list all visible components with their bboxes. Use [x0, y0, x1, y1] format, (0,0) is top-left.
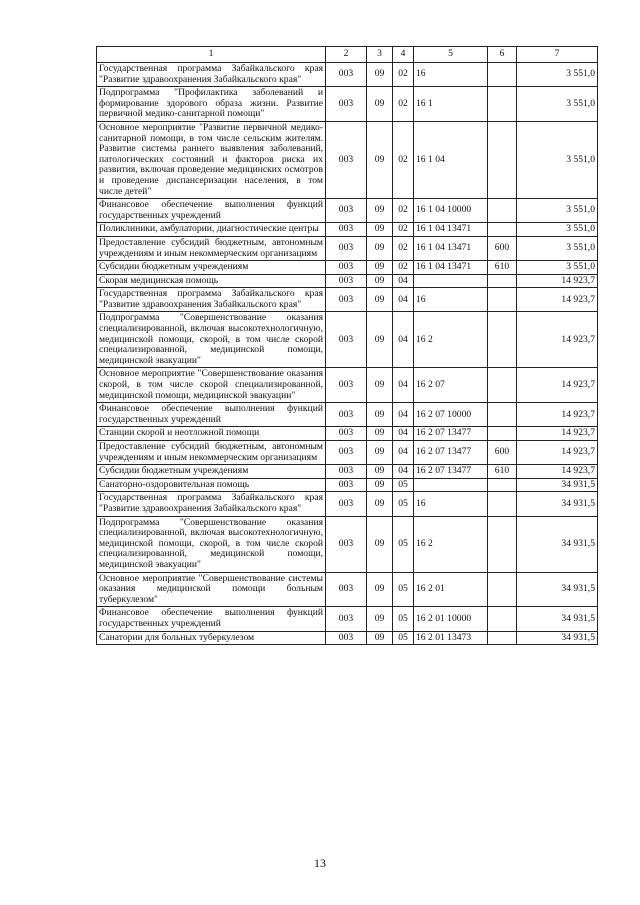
row-section-cell: 09	[367, 465, 393, 479]
row-section-cell: 09	[367, 572, 393, 607]
row-code-cell: 003	[326, 261, 367, 275]
table-row	[97, 368, 598, 403]
row-name-cell: Субсидии бюджетным учреждениям	[97, 261, 326, 275]
row-code-cell: 003	[326, 403, 367, 427]
row-subsection-cell: 02	[393, 223, 414, 237]
row-subsection-cell: 05	[393, 572, 414, 607]
row-expense-type-cell: 610	[488, 261, 517, 275]
row-article-cell: 16 2 07 13477	[414, 441, 488, 465]
row-article-cell: 16	[414, 288, 488, 312]
row-expense-type-cell	[488, 274, 517, 288]
row-name-cell: Санаторно-оздоровительная помощь	[97, 478, 326, 492]
header-col-4: 4	[393, 47, 414, 63]
row-expense-type-cell	[488, 288, 517, 312]
row-expense-type-cell	[488, 492, 517, 516]
row-subsection-cell: 04	[393, 368, 414, 403]
row-name-cell: Государственная программа Забайкальского края "Развитие здравоохранения Забайкальского края"	[97, 63, 326, 87]
row-name-cell: Финансовое обеспечение выполнения функций государственных учреждений	[97, 199, 326, 223]
row-name-cell: Основное мероприятие "Развитие первичной медико-санитарной помощи, в том числе сельским жителям. Развитие системы раннего выявления заболеваний, патологических состояний и факторов риска их развития, включая проведение медицинских осмотров и проведение диспансеризации населения, в том числе детей"	[97, 121, 326, 198]
row-article-cell: 16	[414, 492, 488, 516]
row-sum-cell: 3 551,0	[517, 87, 598, 122]
row-article-cell: 16 1	[414, 87, 488, 122]
row-code-cell: 003	[326, 465, 367, 479]
table-row	[97, 312, 598, 368]
row-sum-cell: 34 931,5	[517, 478, 598, 492]
row-name-cell: Предоставление субсидий бюджетным, автономным учреждениям и иным некоммерческим организациям	[97, 236, 326, 260]
row-expense-type-cell: 610	[488, 465, 517, 479]
row-section-cell: 09	[367, 261, 393, 275]
row-code-cell: 003	[326, 274, 367, 288]
row-sum-cell: 3 551,0	[517, 199, 598, 223]
row-expense-type-cell	[488, 403, 517, 427]
row-article-cell	[414, 478, 488, 492]
row-sum-cell: 14 923,7	[517, 368, 598, 403]
row-section-cell: 09	[367, 236, 393, 260]
header-col-5: 5	[414, 47, 488, 63]
row-sum-cell: 14 923,7	[517, 288, 598, 312]
table-row	[97, 223, 598, 237]
row-name-cell: Подпрограмма "Профилактика заболеваний и формирование здорового образа жизни. Развитие первичной медико-санитарной помощи"	[97, 87, 326, 122]
row-code-cell: 003	[326, 478, 367, 492]
row-subsection-cell: 05	[393, 516, 414, 572]
row-sum-cell: 34 931,5	[517, 492, 598, 516]
row-sum-cell: 3 551,0	[517, 63, 598, 87]
row-section-cell: 09	[367, 478, 393, 492]
row-section-cell: 09	[367, 288, 393, 312]
row-article-cell: 16 1 04	[414, 121, 488, 198]
table-row	[97, 274, 598, 288]
row-article-cell: 16 2 01 10000	[414, 607, 488, 631]
row-sum-cell: 3 551,0	[517, 236, 598, 260]
row-expense-type-cell	[488, 572, 517, 607]
table-row	[97, 631, 598, 645]
row-code-cell: 003	[326, 427, 367, 441]
table-body	[97, 63, 598, 645]
row-subsection-cell: 02	[393, 63, 414, 87]
row-expense-type-cell	[488, 121, 517, 198]
row-section-cell: 09	[367, 274, 393, 288]
row-section-cell: 09	[367, 63, 393, 87]
row-subsection-cell: 04	[393, 274, 414, 288]
row-name-cell: Скорая медицинская помощь	[97, 274, 326, 288]
row-article-cell: 16 1 04 13471	[414, 223, 488, 237]
row-sum-cell: 14 923,7	[517, 274, 598, 288]
row-subsection-cell: 02	[393, 87, 414, 122]
row-code-cell: 003	[326, 121, 367, 198]
row-expense-type-cell	[488, 87, 517, 122]
header-col-6: 6	[488, 47, 517, 63]
row-name-cell: Станции скорой и неотложной помощи	[97, 427, 326, 441]
row-section-cell: 09	[367, 368, 393, 403]
row-subsection-cell: 04	[393, 427, 414, 441]
row-code-cell: 003	[326, 572, 367, 607]
row-article-cell: 16 2 07	[414, 368, 488, 403]
row-section-cell: 09	[367, 223, 393, 237]
row-sum-cell: 3 551,0	[517, 261, 598, 275]
row-article-cell	[414, 274, 488, 288]
table-row	[97, 441, 598, 465]
row-code-cell: 003	[326, 441, 367, 465]
row-article-cell: 16	[414, 63, 488, 87]
row-section-cell: 09	[367, 607, 393, 631]
row-subsection-cell: 04	[393, 465, 414, 479]
row-section-cell: 09	[367, 492, 393, 516]
row-article-cell: 16 2	[414, 516, 488, 572]
row-name-cell: Финансовое обеспечение выполнения функций государственных учреждений	[97, 403, 326, 427]
row-article-cell: 16 2 07 10000	[414, 403, 488, 427]
row-section-cell: 09	[367, 199, 393, 223]
table-row	[97, 236, 598, 260]
header-col-1: 1	[97, 47, 326, 63]
row-subsection-cell: 04	[393, 403, 414, 427]
row-sum-cell: 14 923,7	[517, 441, 598, 465]
row-sum-cell: 14 923,7	[517, 403, 598, 427]
row-expense-type-cell	[488, 223, 517, 237]
row-code-cell: 003	[326, 492, 367, 516]
row-subsection-cell: 02	[393, 121, 414, 198]
row-subsection-cell: 05	[393, 478, 414, 492]
row-code-cell: 003	[326, 223, 367, 237]
row-name-cell: Основное мероприятие "Совершенствование оказания скорой, в том числе скорой специализированной, медицинской помощи, медицинской эвакуации"	[97, 368, 326, 403]
budget-table	[96, 46, 598, 645]
table-row	[97, 607, 598, 631]
table-row	[97, 261, 598, 275]
table-row	[97, 465, 598, 479]
row-subsection-cell: 05	[393, 492, 414, 516]
row-sum-cell: 34 931,5	[517, 607, 598, 631]
row-expense-type-cell	[488, 607, 517, 631]
row-subsection-cell: 05	[393, 607, 414, 631]
row-article-cell: 16 1 04 13471	[414, 236, 488, 260]
row-expense-type-cell	[488, 312, 517, 368]
table-row	[97, 478, 598, 492]
row-name-cell: Субсидии бюджетным учреждениям	[97, 465, 326, 479]
row-name-cell: Поликлиники, амбулатории, диагностические центры	[97, 223, 326, 237]
row-expense-type-cell	[488, 516, 517, 572]
row-subsection-cell: 02	[393, 199, 414, 223]
row-sum-cell: 14 923,7	[517, 312, 598, 368]
header-col-7: 7	[517, 47, 598, 63]
row-name-cell: Подпрограмма "Совершенствование оказания специализированной, включая высокотехнологичную, медицинской помощи, скорой, в том числе скорой специализированной, медицинской помощи, медицинской эвакуации"	[97, 312, 326, 368]
row-expense-type-cell	[488, 631, 517, 645]
row-sum-cell: 14 923,7	[517, 465, 598, 479]
row-section-cell: 09	[367, 121, 393, 198]
row-section-cell: 09	[367, 87, 393, 122]
row-code-cell: 003	[326, 199, 367, 223]
row-sum-cell: 34 931,5	[517, 516, 598, 572]
table-row	[97, 516, 598, 572]
row-code-cell: 003	[326, 631, 367, 645]
row-sum-cell: 34 931,5	[517, 631, 598, 645]
header-col-3: 3	[367, 47, 393, 63]
table-row	[97, 63, 598, 87]
row-subsection-cell: 02	[393, 261, 414, 275]
row-subsection-cell: 04	[393, 312, 414, 368]
row-subsection-cell: 05	[393, 631, 414, 645]
row-article-cell: 16 2 07 13477	[414, 465, 488, 479]
row-section-cell: 09	[367, 427, 393, 441]
row-sum-cell: 14 923,7	[517, 427, 598, 441]
table-row	[97, 199, 598, 223]
row-article-cell: 16 1 04 13471	[414, 261, 488, 275]
row-name-cell: Основное мероприятие "Совершенствование системы оказания медицинской помощи больным туберкулезом"	[97, 572, 326, 607]
row-expense-type-cell	[488, 478, 517, 492]
header-col-2: 2	[326, 47, 367, 63]
row-code-cell: 003	[326, 607, 367, 631]
row-expense-type-cell: 600	[488, 236, 517, 260]
row-section-cell: 09	[367, 631, 393, 645]
row-name-cell: Государственная программа Забайкальского края "Развитие здравоохранения Забайкальского края"	[97, 492, 326, 516]
row-code-cell: 003	[326, 516, 367, 572]
row-section-cell: 09	[367, 516, 393, 572]
row-expense-type-cell	[488, 63, 517, 87]
row-expense-type-cell	[488, 199, 517, 223]
row-article-cell: 16 2 01 13473	[414, 631, 488, 645]
row-expense-type-cell	[488, 368, 517, 403]
row-subsection-cell: 04	[393, 288, 414, 312]
row-section-cell: 09	[367, 312, 393, 368]
table-row	[97, 572, 598, 607]
row-expense-type-cell	[488, 427, 517, 441]
row-name-cell: Государственная программа Забайкальского края "Развитие здравоохранения Забайкальского края"	[97, 288, 326, 312]
row-name-cell: Санатории для больных туберкулезом	[97, 631, 326, 645]
row-article-cell: 16 2	[414, 312, 488, 368]
row-code-cell: 003	[326, 312, 367, 368]
row-code-cell: 003	[326, 63, 367, 87]
row-subsection-cell: 04	[393, 441, 414, 465]
row-subsection-cell: 02	[393, 236, 414, 260]
table-row	[97, 87, 598, 122]
row-code-cell: 003	[326, 236, 367, 260]
row-section-cell: 09	[367, 403, 393, 427]
row-code-cell: 003	[326, 87, 367, 122]
table-row	[97, 492, 598, 516]
row-sum-cell: 3 551,0	[517, 223, 598, 237]
row-expense-type-cell: 600	[488, 441, 517, 465]
table-header-row	[97, 47, 598, 63]
table-row	[97, 288, 598, 312]
table-row	[97, 427, 598, 441]
row-article-cell: 16 2 01	[414, 572, 488, 607]
row-article-cell: 16 1 04 10000	[414, 199, 488, 223]
row-name-cell: Финансовое обеспечение выполнения функций государственных учреждений	[97, 607, 326, 631]
row-name-cell: Предоставление субсидий бюджетным, автономным учреждениям и иным некоммерческим организациям	[97, 441, 326, 465]
row-code-cell: 003	[326, 288, 367, 312]
row-name-cell: Подпрограмма "Совершенствование оказания специализированной, включая высокотехнологичную, медицинской помощи, скорой, в том числе скорой специализированной, медицинской помощи, медицинской эвакуации"	[97, 516, 326, 572]
row-sum-cell: 34 931,5	[517, 572, 598, 607]
table-row	[97, 403, 598, 427]
row-article-cell: 16 2 07 13477	[414, 427, 488, 441]
row-section-cell: 09	[367, 441, 393, 465]
row-code-cell: 003	[326, 368, 367, 403]
table-row	[97, 121, 598, 198]
row-sum-cell: 3 551,0	[517, 121, 598, 198]
page-number: 13	[314, 856, 326, 870]
